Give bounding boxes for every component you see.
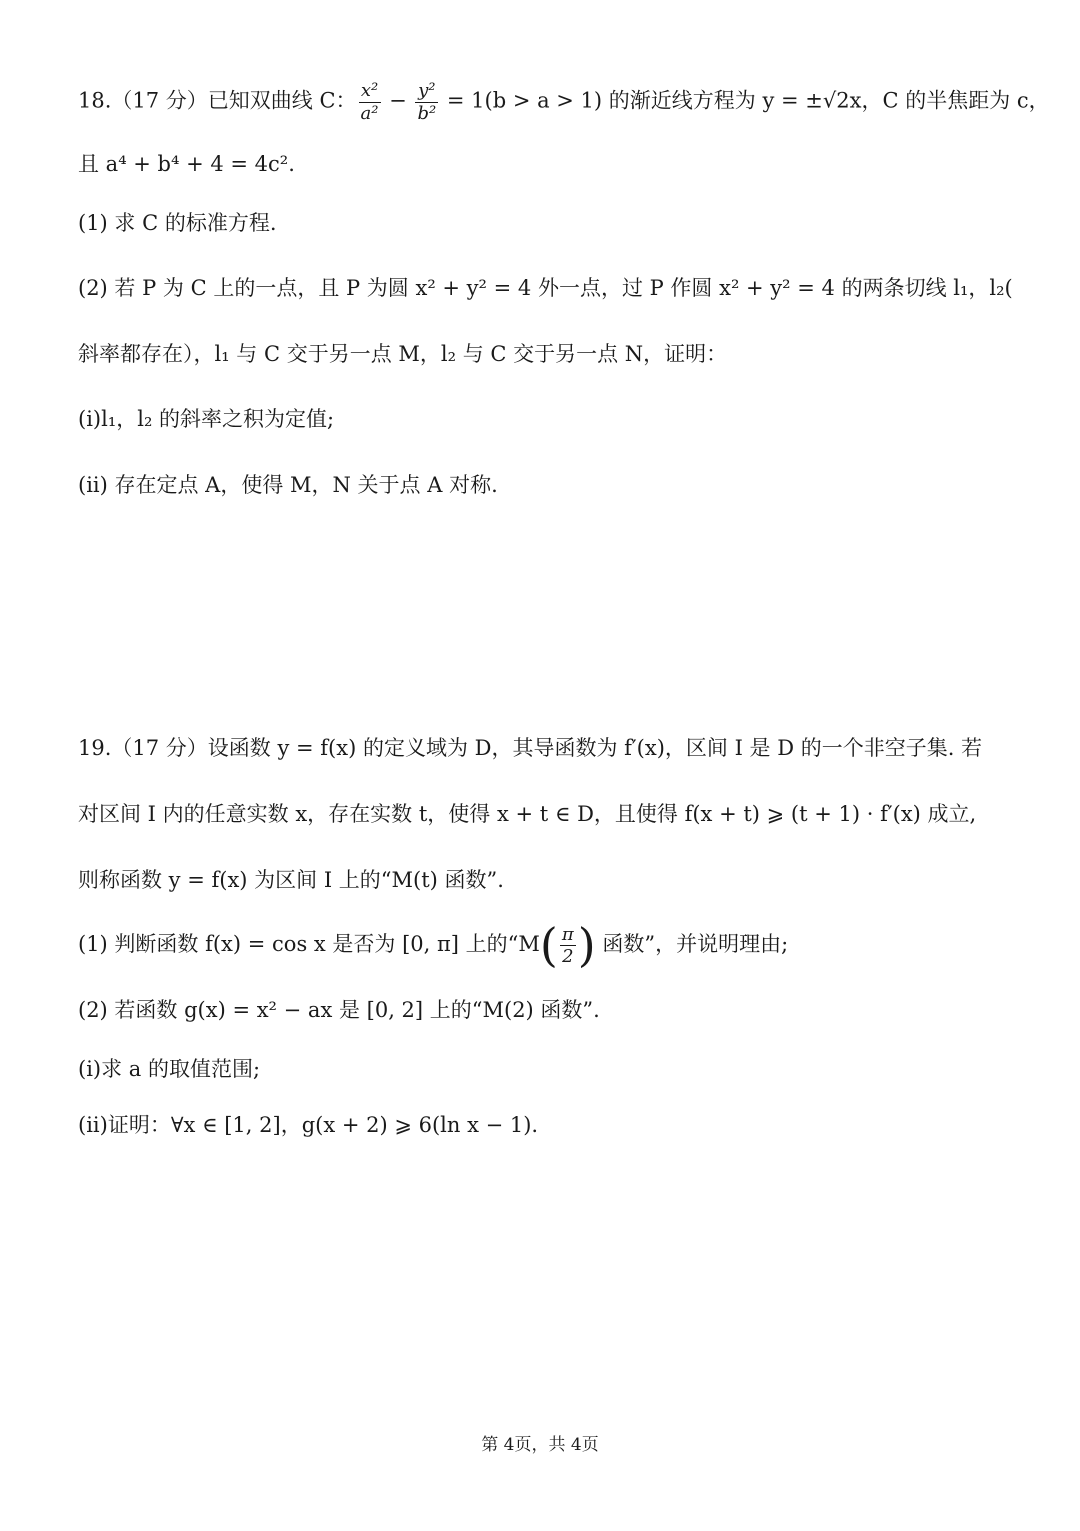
q18-part-2-ii: (ii) 存在定点 A，使得 M，N 关于点 A 对称.: [78, 473, 498, 497]
q18-line-1: [78, 80, 1050, 124]
fraction-denominator: 2: [560, 945, 576, 968]
minus-sign: −: [382, 88, 414, 113]
left-paren: (: [539, 918, 558, 972]
q18-part-1: (1) 求 C 的标准方程.: [78, 211, 277, 235]
q18-part-2: (2) 若 P 为 C 上的一点，且 P 为圆 x² + y² = 4 外一点，过 P 作圆 x² + y² = 4 的两条切线 l₁，l₂(: [78, 276, 1013, 300]
q19-part-1: [78, 918, 1010, 973]
q18-part-2-cont: 斜率都存在），l₁ 与 C 交于另一点 M，l₂ 与 C 交于另一点 N，证明：: [78, 342, 728, 366]
q19-part-1-rest: 函数”，并说明理由;: [595, 932, 789, 957]
q19-line-1: 19.（17 分）设函数 y = f(x) 的定义域为 D，其导函数为 f′(x)，区间 I 是 D 的一个非空子集. 若: [78, 736, 983, 760]
q19-line-3: 则称函数 y = f(x) 为区间 I 上的“M(t) 函数”.: [78, 868, 504, 892]
fraction-denominator: a²: [360, 102, 379, 124]
page-number-footer: 第 4页，共 4页: [481, 1435, 599, 1455]
pi-over-2-parenthesized: [540, 918, 596, 973]
q18-equation-rest: = 1(b > a > 1) 的渐近线方程为 y = ±√2x，C 的半焦距为 c，: [440, 88, 1050, 113]
fraction-numerator: x²: [360, 80, 379, 101]
fraction-denominator: b²: [417, 102, 437, 124]
q19-part-2-i: (i)求 a 的取值范围;: [78, 1057, 261, 1081]
q19-part-1-intro: (1) 判断函数 f(x) = cos x 是否为 [0, π] 上的“M: [78, 932, 540, 957]
fraction-numerator: π: [561, 923, 574, 945]
q19-line-2: 对区间 I 内的任意实数 x，存在实数 t，使得 x + t ∈ D，且使得 f(x + t) ⩾ (t + 1) · f′(x) 成立,: [78, 802, 977, 826]
q19-part-2: (2) 若函数 g(x) = x² − ax 是 [0, 2] 上的“M(2) 函数”.: [78, 998, 600, 1022]
fraction-y2-b2: [415, 80, 438, 124]
q18-intro: 18.（17 分）已知双曲线 C：: [78, 88, 357, 113]
fraction-x2-a2: [359, 80, 381, 124]
right-paren: ): [577, 918, 596, 972]
q18-line-2: 且 a⁴ + b⁴ + 4 = 4c².: [78, 152, 295, 176]
fraction-pi-2: [560, 924, 576, 968]
q18-part-2-i: (i)l₁，l₂ 的斜率之积为定值;: [78, 407, 335, 431]
fraction-numerator: y²: [418, 80, 436, 101]
q19-part-2-ii: (ii)证明：∀x ∈ [1, 2]，g(x + 2) ⩾ 6(ln x − 1).: [78, 1113, 539, 1137]
